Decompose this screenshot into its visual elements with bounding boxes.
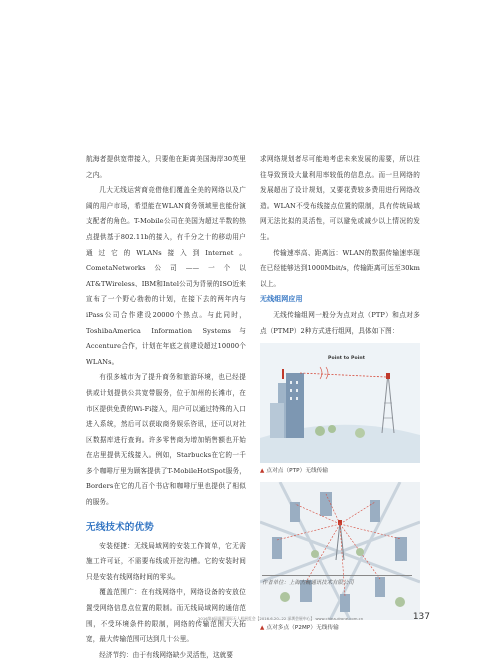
paragraph: 传输速率高、距离远：WLAN的数据传输速率现在已经能够达到1000Mbit/s，传输距离可远至30km以上。	[260, 248, 420, 288]
left-column	[86, 152, 246, 663]
page-footer	[198, 612, 430, 626]
section-heading: 无线组网应用	[260, 295, 303, 304]
figure-caption: ▲ 点对点（PTP）无线传输	[260, 468, 329, 475]
paragraph: 安装便捷：无线局域网的安装工作简单，它无需施工许可证，不需要布线或开挖沟槽。它的安装时间只是安装有线网络时间的零头。	[86, 541, 246, 581]
right-column	[260, 152, 420, 633]
figure-caption: ▲ 点对多点（P2MP）无线传输	[260, 625, 339, 632]
paragraph: 无线传输组网一般分为点对点（PTP）和点对多点（PTMP）2种方式进行组网，具体如下图：	[260, 310, 420, 335]
paragraph: 求网络规划者尽可能地考虑未来发展的需要，所以往往导致预设大量利用率较低的信息点。而一旦网络的发展超出了设计规划，又要花费较多费用进行网络改造。WLAN不受布线接点位置的限制，具有传统局域网无法比拟的灵活性，可以避免或减少以上情况的发生。	[260, 155, 420, 241]
ptp-illustration	[260, 343, 420, 463]
paragraph: 经济节约：由于有线网络缺少灵活性，这就要	[99, 650, 234, 659]
section-heading: 无线技术的优势	[86, 521, 154, 533]
ptmp-illustration	[260, 482, 420, 620]
figure-label: Point to Point	[328, 356, 366, 362]
footer-text: 2016第8届深圳国际无人机展览会【2016.6.20--22 深圳会展中心】 www.china-drone.com.cn	[198, 616, 364, 621]
paragraph: 几大无线运营商竞借他们覆盖全美的网络以及广阔的用户市场，希望能在WLAN商务领域里也能份演支配者的角色。T-Mobile公司在美国为超过半数的热点提供基于802.11b的接入，有千分之十的移动用户通过它的WLANs接入到Internet。CometaNetworks公司——一个以AT&TWireless、IBM和Intel公司为背景的ISO近来宣布了一个野心勃勃的计划，在接下去的两年内与iPass公司合作建设20000个热点。与此同时，ToshibaAmerica Information Systems与Accenture合作，计划在年底之前建设超过10000个WLANs。	[86, 186, 246, 366]
paragraph: 航海者提供宽带接入，只要他在距离美国海岸30英里之内。	[86, 155, 246, 179]
page-number: 137	[412, 612, 430, 622]
paragraph: 覆盖范围广：在有线网络中，网络设备的安放位置受网络信息点位置的限制。而无线局域网的通信范围，不受环境条件的限制，网络的传输范围大大拓宽，最大传输范围可达到几十公里。	[86, 588, 246, 644]
ptmp-figure	[260, 482, 420, 620]
author-affiliation: 作者单位：上海杰巍通讯技术有限公司	[262, 575, 412, 586]
paragraph: 有很多城市为了提升商务和旅游环境，也已经提供或计划提供公共宽带服务，位于加州的长滩市，在市区提供免费的Wi-Fi接入，用户可以通过特殊的入口进入系统，然后可以获取商务娱乐咨讯，还可以对社区数据库进行查询。许多零售商为增加销售额也开始在店里提供无线接入。例如，Starbucks在它的一千多个咖啡厅里为顾客提供了T-MobileHotSpot服务，Borders在它的几百个书店和咖啡厅里也提供了相似的服务。	[86, 373, 246, 507]
ptp-figure	[260, 343, 420, 463]
